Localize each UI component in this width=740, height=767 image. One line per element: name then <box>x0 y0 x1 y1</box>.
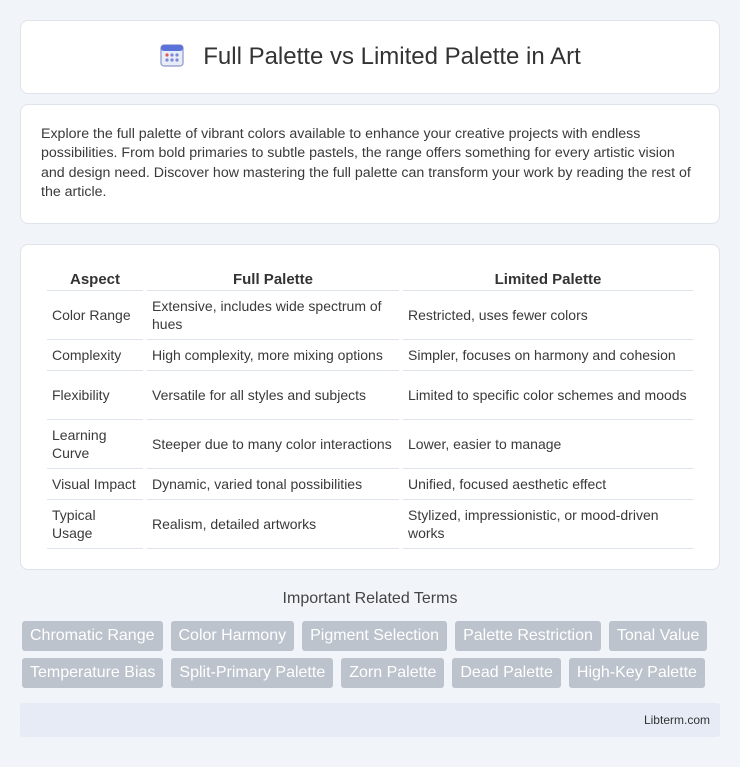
comparison-table-card <box>20 244 720 570</box>
header-card <box>20 20 720 94</box>
cell-full-palette: High complexity, more mixing options <box>147 340 399 371</box>
cell-limited-palette: Stylized, impressionistic, or mood-driven works <box>403 500 693 549</box>
cell-aspect: Color Range <box>47 291 143 340</box>
intro-text: Explore the full palette of vibrant colors available to enhance your creative projects with endless possibilities. From bold primaries to subtle pastels, the range offers something for every artistic vision and design need. Discover how mastering the full palette can transform your work by reading the rest of the article. <box>41 126 691 200</box>
related-term-tag[interactable]: Pigment Selection <box>302 621 447 651</box>
cell-full-palette: Steeper due to many color interactions <box>147 420 399 469</box>
related-term-tag[interactable]: Palette Restriction <box>455 621 601 651</box>
intro-card <box>20 104 720 224</box>
column-header-limited-palette: Limited Palette <box>403 265 693 291</box>
table-header-row <box>47 265 693 291</box>
related-term-tag[interactable]: Zorn Palette <box>341 658 444 688</box>
cell-aspect: Flexibility <box>47 371 143 420</box>
related-term-tag[interactable]: Color Harmony <box>171 621 295 651</box>
cell-full-palette: Versatile for all styles and subjects <box>147 371 399 420</box>
column-header-full-palette: Full Palette <box>147 265 399 291</box>
table-row <box>47 420 693 469</box>
cell-limited-palette: Limited to specific color schemes and moods <box>403 371 693 420</box>
table-row <box>47 371 693 420</box>
footer-site-link[interactable]: Libterm.com <box>643 713 710 727</box>
cell-aspect: Typical Usage <box>47 500 143 549</box>
cell-aspect: Visual Impact <box>47 469 143 500</box>
table-row <box>47 469 693 500</box>
cell-limited-palette: Restricted, uses fewer colors <box>403 291 693 340</box>
cell-full-palette: Realism, detailed artworks <box>147 500 399 549</box>
footer <box>20 703 720 737</box>
cell-full-palette: Extensive, includes wide spectrum of hues <box>147 291 399 340</box>
cell-aspect: Complexity <box>47 340 143 371</box>
comparison-table <box>43 265 697 549</box>
cell-limited-palette: Unified, focused aesthetic effect <box>403 469 693 500</box>
related-term-tag[interactable]: Tonal Value <box>609 621 707 651</box>
related-term-tag[interactable]: Dead Palette <box>452 658 561 688</box>
related-term-tag[interactable]: Chromatic Range <box>22 621 163 651</box>
cell-limited-palette: Lower, easier to manage <box>403 420 693 469</box>
table-row <box>47 291 693 340</box>
related-term-tag[interactable]: High-Key Palette <box>569 658 705 688</box>
related-terms-title: Important Related Terms <box>282 590 458 607</box>
table-row <box>47 500 693 549</box>
calendar-grid-icon <box>159 42 185 73</box>
cell-aspect: Learning Curve <box>47 420 143 469</box>
related-term-tag[interactable]: Temperature Bias <box>22 658 163 688</box>
column-header-aspect: Aspect <box>47 265 143 291</box>
cell-limited-palette: Simpler, focuses on harmony and cohesion <box>403 340 693 371</box>
page-title: Full Palette vs Limited Palette in Art <box>203 43 581 70</box>
related-terms-list <box>22 621 722 688</box>
related-term-tag[interactable]: Split-Primary Palette <box>171 658 333 688</box>
table-row <box>47 340 693 371</box>
cell-full-palette: Dynamic, varied tonal possibilities <box>147 469 399 500</box>
